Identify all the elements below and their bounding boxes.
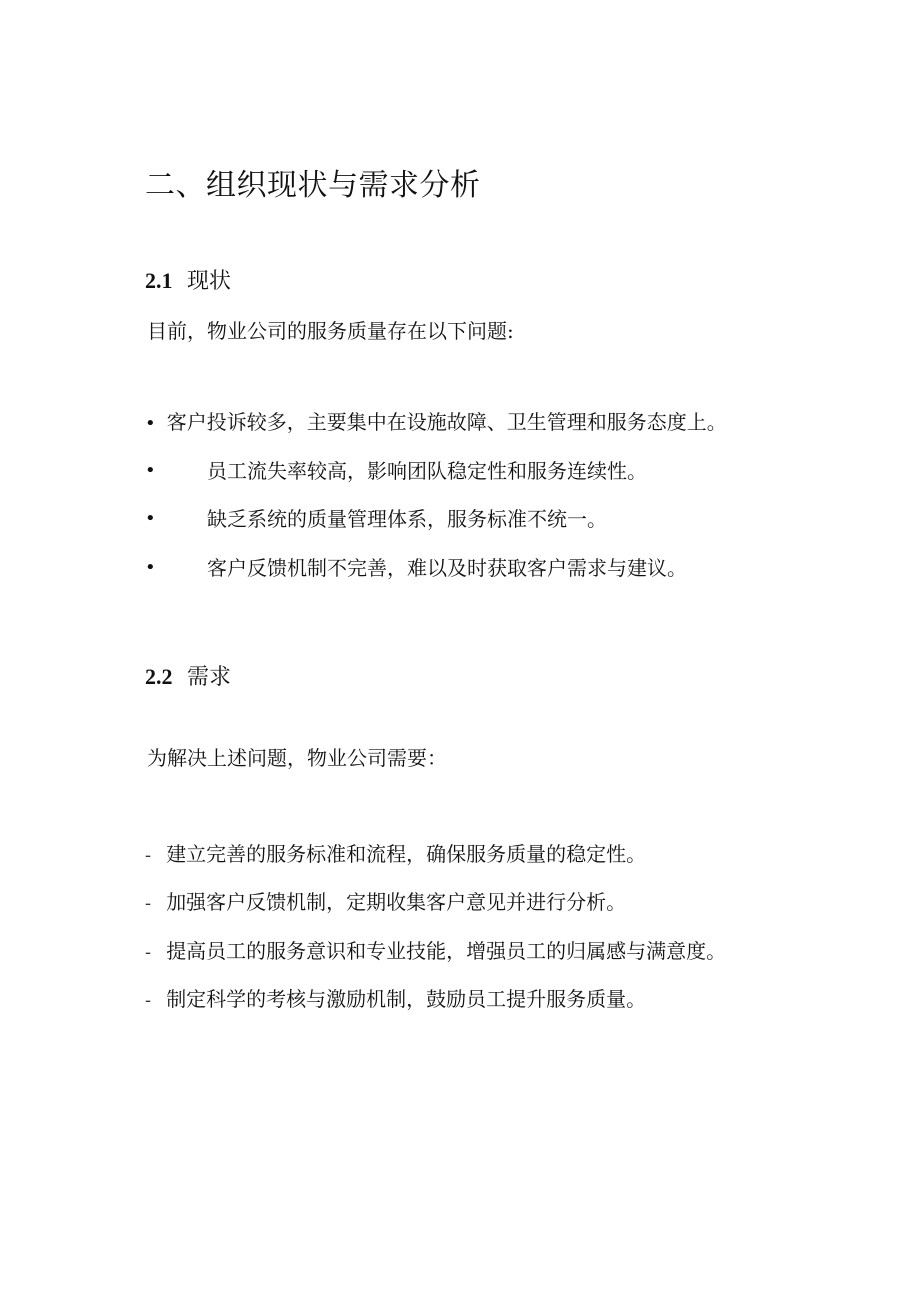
- list-item: [145, 408, 727, 438]
- list-item: [145, 888, 626, 918]
- list-item-text: 客户反馈机制不完善，难以及时获取客户需求与建议。: [207, 556, 687, 580]
- status-intro: 目前，物业公司的服务质量存在以下问题:: [147, 319, 514, 343]
- bullet-icon: •: [145, 557, 156, 578]
- list-item: [145, 505, 156, 533]
- subsection-number: 2.2: [145, 664, 173, 689]
- list-item: [145, 457, 156, 485]
- subsection-heading-needs: [145, 662, 231, 693]
- dash-icon: -: [145, 990, 152, 1011]
- list-item-text: 客户投诉较多，主要集中在设施故障、卫生管理和服务态度上。: [166, 410, 727, 434]
- list-item: [145, 937, 726, 967]
- list-item-text: 制定科学的考核与激励机制，鼓励员工提升服务质量。: [166, 987, 647, 1011]
- subsection-number: 2.1: [145, 268, 173, 293]
- list-item: [145, 985, 646, 1015]
- list-item: [145, 840, 646, 870]
- list-item-text: 提高员工的服务意识和专业技能，增强员工的归属感与满意度。: [166, 939, 727, 963]
- dash-icon: -: [145, 845, 152, 866]
- dash-icon: -: [145, 942, 152, 963]
- bullet-icon: •: [145, 413, 156, 434]
- list-item-text: 加强客户反馈机制，定期收集客户意见并进行分析。: [166, 890, 627, 914]
- dash-icon: -: [145, 893, 152, 914]
- subsection-title: 需求: [187, 665, 232, 690]
- section-title: 二、组织现状与需求分析: [145, 168, 481, 203]
- needs-intro: 为解决上述问题，物业公司需要：: [147, 746, 447, 770]
- list-item-text: 员工流失率较高，影响团队稳定性和服务连续性。: [207, 459, 647, 483]
- list-item-text: 建立完善的服务标准和流程，确保服务质量的稳定性。: [166, 842, 647, 866]
- list-item-text: 缺乏系统的质量管理体系，服务标准不统一。: [207, 507, 607, 531]
- subsection-title: 现状: [187, 269, 232, 294]
- bullet-icon: •: [145, 508, 156, 529]
- list-item: [145, 554, 156, 582]
- subsection-heading-status: [145, 266, 231, 297]
- bullet-icon: •: [145, 460, 156, 481]
